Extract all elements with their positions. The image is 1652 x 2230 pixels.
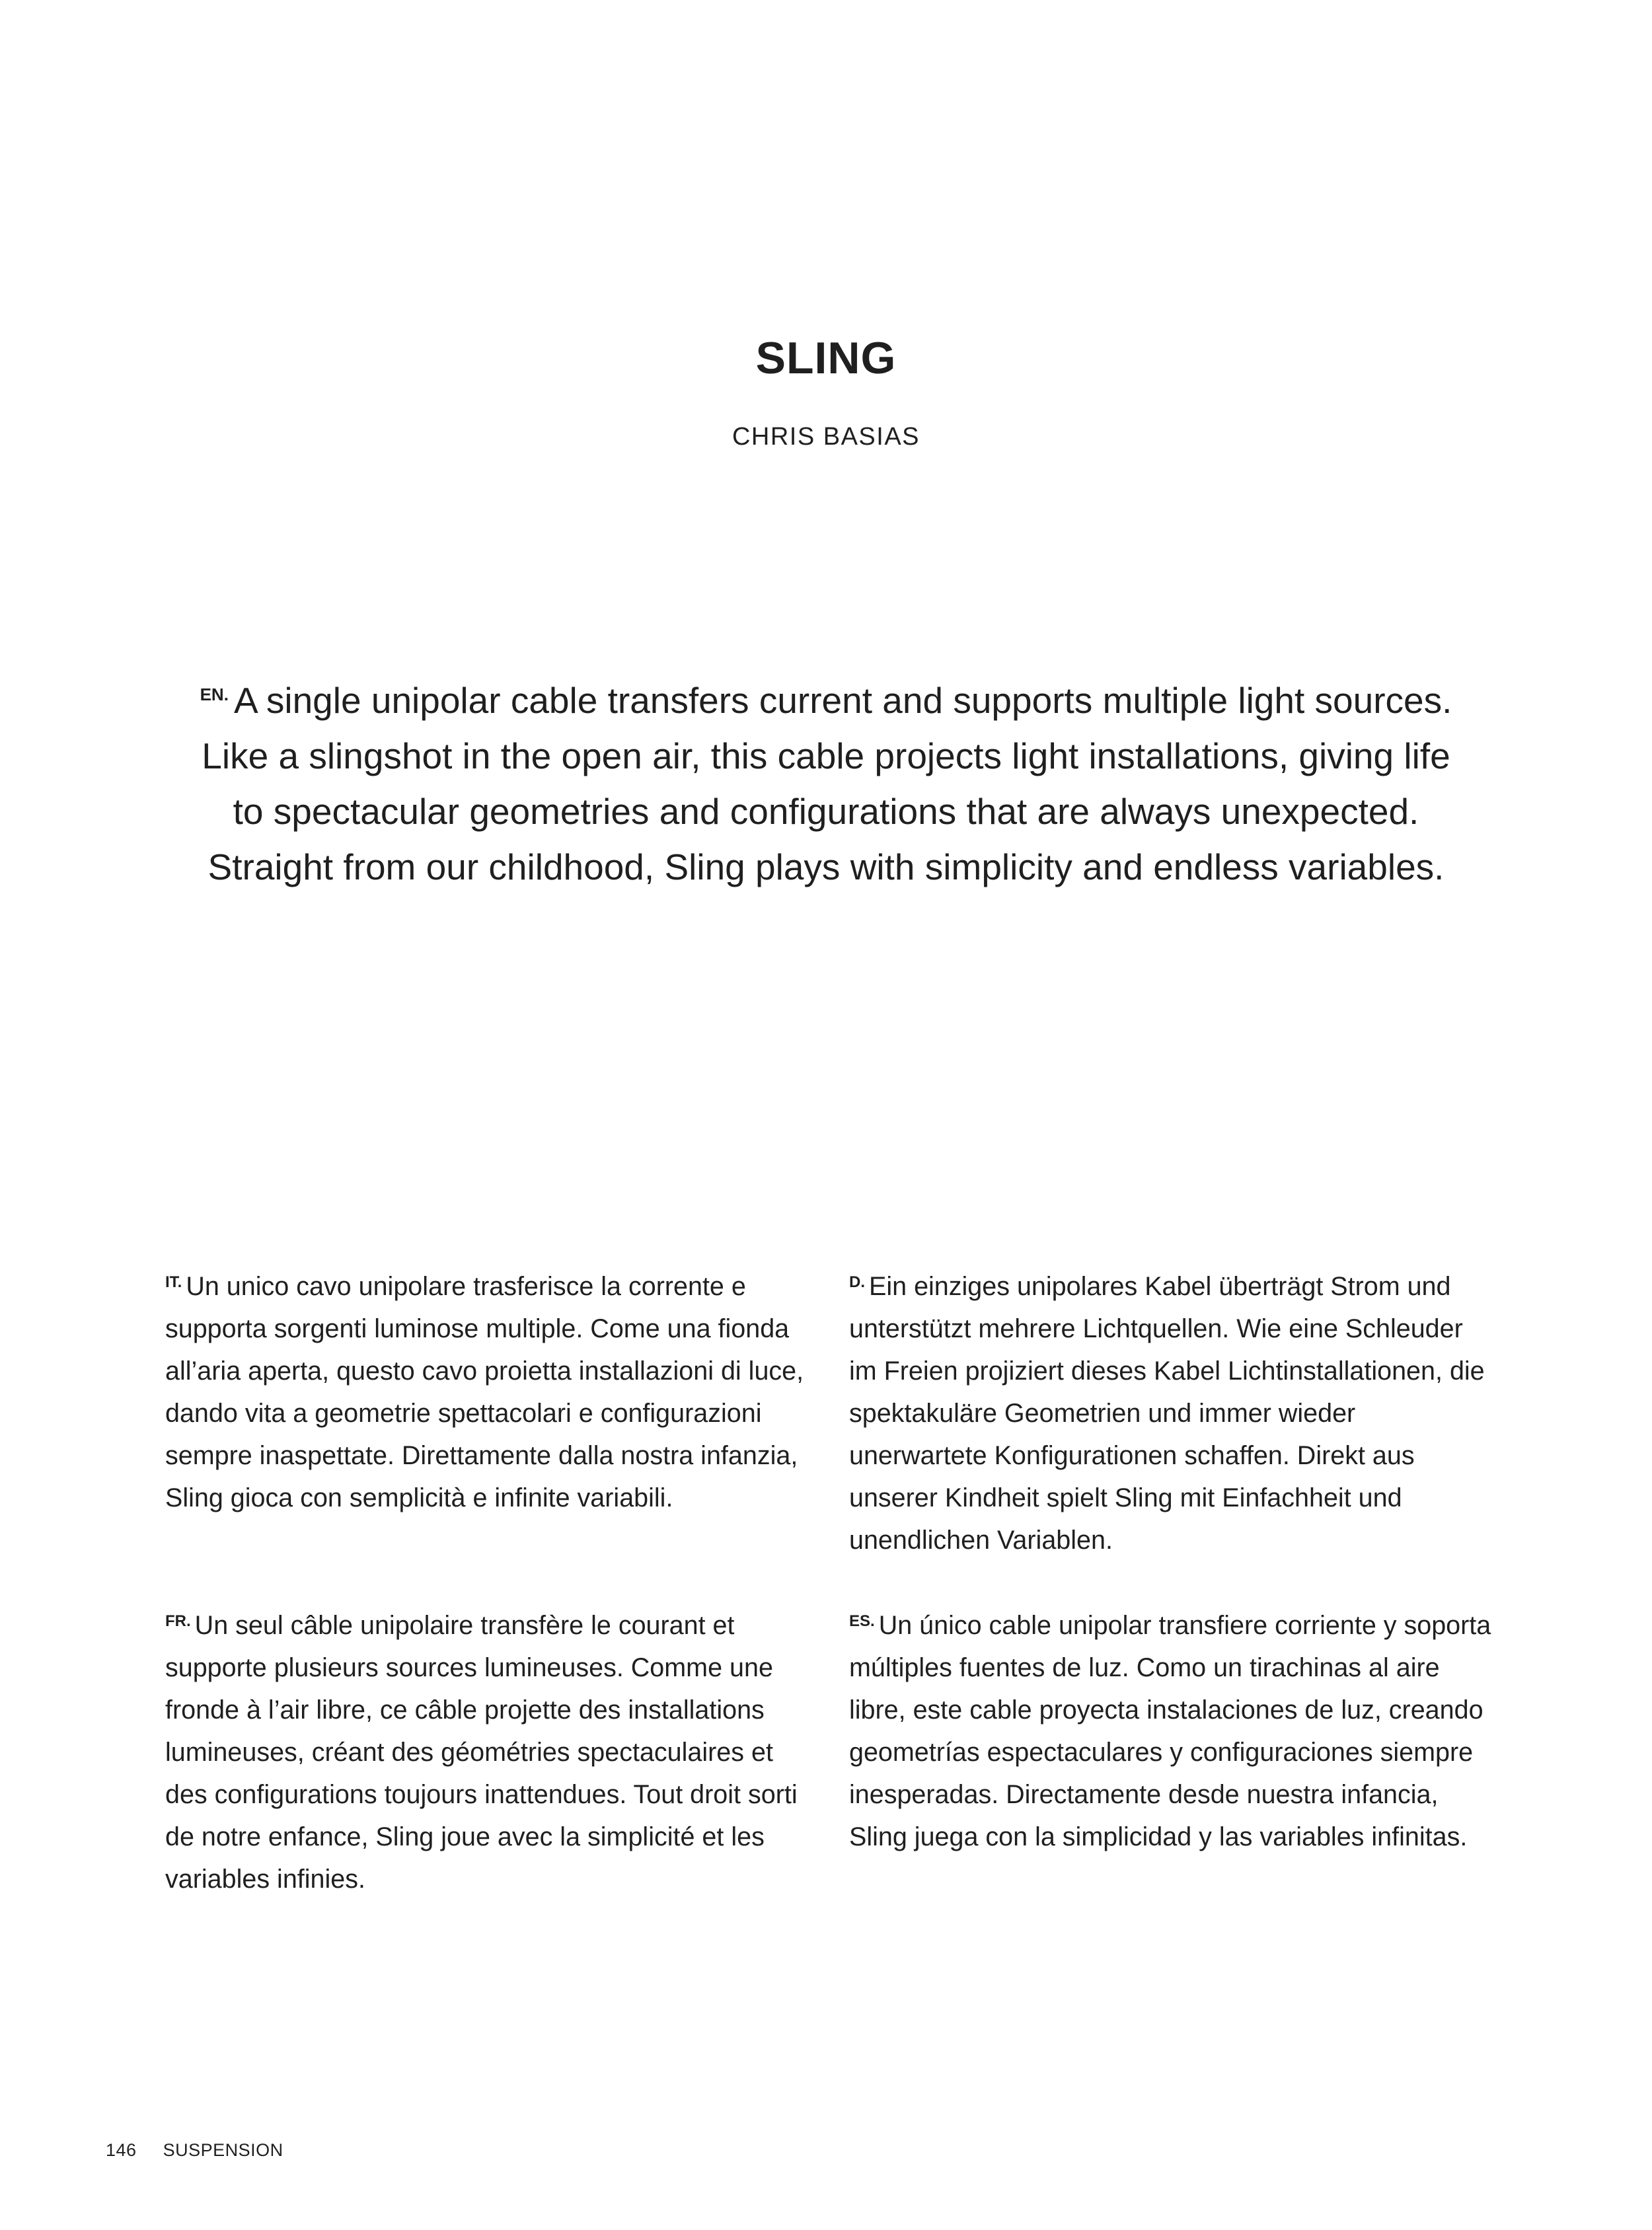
section-name: SUSPENSION <box>163 2140 283 2160</box>
description-text-de: Ein einziges unipolares Kabel überträgt Strom und unterstützt mehrere Lichtquellen. Wie eine Schleuder im Freien projiziert dieses Kabel Lichtinstallationen, die spektakuläre Geometrien und immer wieder unerwartete Konfigurationen schaffen. Direkt aus unserer Kindheit spielt Sling mit Einfachheit und unendlichen Variablen. <box>849 1272 1485 1555</box>
description-text-fr: Un seul câble unipolaire transfère le courant et supporte plusieurs sources lumineuses. Comme une fronde à l’air libre, ce câble projette des installations lumineuses, créant des géométries spectaculaires et des configurations toujours inattendues. Tout droit sorti de notre enfance, Sling joue avec la simplicité et les variables infinies. <box>165 1611 798 1894</box>
description-spanish <box>849 1604 1497 1858</box>
intro-english <box>198 673 1454 895</box>
language-tag-es: ES. <box>849 1612 875 1630</box>
description-text-it: Un unico cavo unipolare trasferisce la corrente e supporta sorgenti luminose multiple. Come una fionda all’aria aperta, questo cavo proietta installazioni di luce, dando vita a geometrie spettacolari e configurazioni sempre inaspettate. Direttamente dalla nostra infanzia, Sling gioca con semplicità e infinite variabili. <box>165 1272 804 1512</box>
designer-name: CHRIS BASIAS <box>732 423 920 451</box>
language-tag-fr: FR. <box>165 1612 191 1630</box>
description-text-es: Un único cable unipolar transfiere corriente y soporta múltiples fuentes de luz. Como un tirachinas al aire libre, este cable proyecta instalaciones de luz, creando geometrías espectaculares y configuraciones siempre inesperadas. Directamente desde nuestra infancia, Sling juega con la simplicidad y las variables infinitas. <box>849 1611 1491 1851</box>
description-french <box>165 1604 813 1900</box>
language-tag-it: IT. <box>165 1273 182 1291</box>
intro-text: A single unipolar cable transfers current and supports multiple light sources. Like a slingshot in the open air, this cable projects light installations, giving life to spectacular geometries and configurations that are always unexpected. Straight from our childhood, Sling plays with simplicity and endless variables. <box>202 680 1452 887</box>
page-number: 146 <box>106 2140 137 2160</box>
language-tag-en: EN. <box>200 685 229 704</box>
description-italian <box>165 1265 813 1519</box>
page-footer <box>106 2141 283 2159</box>
product-title: SLING <box>755 333 897 383</box>
description-german <box>849 1265 1497 1561</box>
language-tag-de: D. <box>849 1273 865 1291</box>
